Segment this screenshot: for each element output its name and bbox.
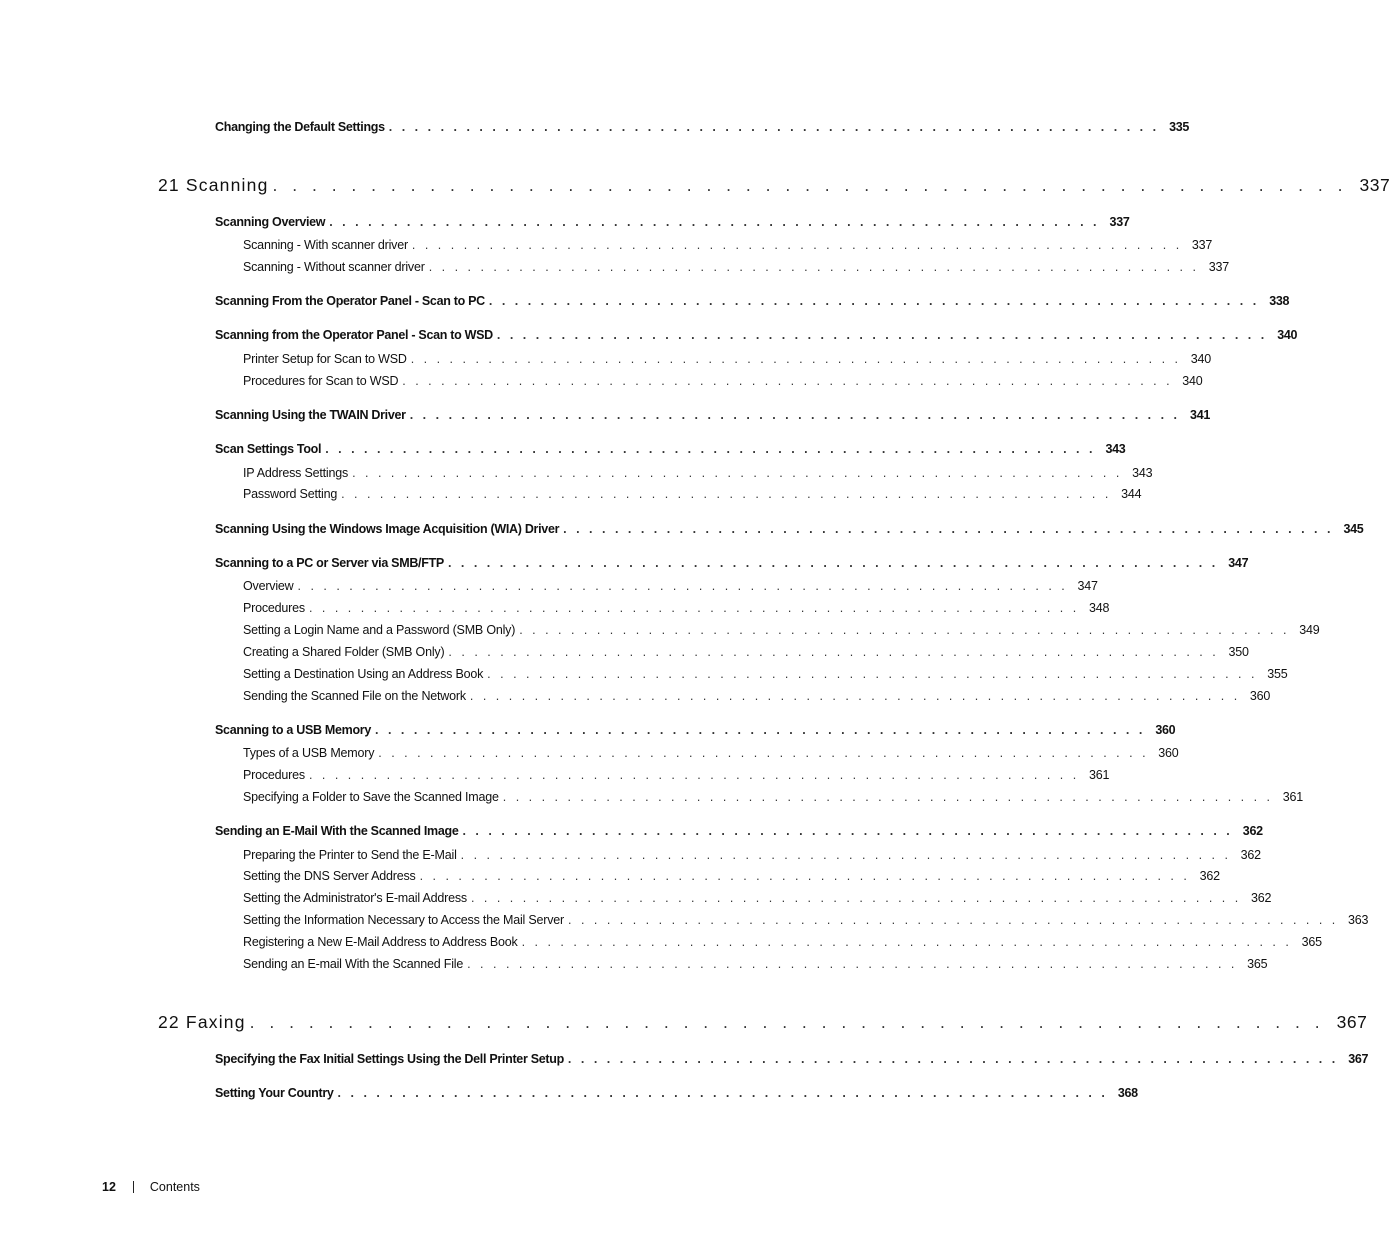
toc-entry-label: Scanning From the Operator Panel - Scan to PC [215, 294, 485, 308]
toc-subentry-label: Specifying a Folder to Save the Scanned Image [243, 790, 499, 804]
toc-subentry-label: Types of a USB Memory [243, 746, 375, 760]
dot-leader: . . . . . . . . . . . . . . . . . . . . . . . . . . . . . . . . . . . . . . . . . . . . . . . . . . . . . . . . . . . . [448, 645, 1219, 659]
toc-entry-label: Sending an E-Mail With the Scanned Image [215, 824, 459, 838]
toc-chapter[interactable] [158, 1012, 1368, 1033]
toc-entry[interactable] [215, 408, 1211, 422]
toc-subentry[interactable] [243, 579, 1098, 593]
toc-entry-page: 367 [1348, 1052, 1369, 1066]
dot-leader: . . . . . . . . . . . . . . . . . . . . . . . . . . . . . . . . . . . . . . . . . . . . . . . . . . . . . . . . . . . . [487, 667, 1258, 681]
toc-subentry[interactable] [243, 689, 1271, 703]
toc-subentry[interactable] [243, 487, 1142, 501]
toc-subentry-page: 360 [1158, 746, 1179, 760]
toc-subentry[interactable] [243, 891, 1272, 905]
toc-subentry-page: 361 [1282, 790, 1304, 804]
dot-leader: . . . . . . . . . . . . . . . . . . . . . . . . . . . . . . . . . . . . . . . . . . . . . . . . . . . . . . . . . . . . [469, 689, 1241, 703]
toc-subentry-label: Setting the DNS Server Address [243, 869, 416, 883]
toc-subentry-page: 362 [1199, 869, 1220, 883]
footer-section: Contents [149, 1180, 200, 1194]
toc-subentry[interactable] [243, 913, 1369, 927]
dot-leader: . . . . . . . . . . . . . . . . . . . . . . . . . . . . . . . . . . . . . . . . . . . . . . . . . . . . . . . . . . . . [521, 935, 1292, 949]
dot-leader: . . . . . . . . . . . . . . . . . . . . . . . . . . . . . . . . . . . . . . . . . . . . . . . . . . . . . . . . . . . . [402, 374, 1173, 388]
toc-subentry[interactable] [243, 238, 1213, 252]
dot-leader: . . . . . . . . . . . . . . . . . . . . . . . . . . . . . . . . . . . . . . . . . . . . . . . . . . . . . . . . . . . . [329, 215, 1100, 229]
toc-subentry-label: Setting the Information Necessary to Access the Mail Server [243, 913, 564, 927]
toc-entry[interactable] [215, 556, 1249, 570]
toc-subentry[interactable] [243, 746, 1179, 760]
dot-leader: . . . . . . . . . . . . . . . . . . . . . . . . . . . . . . . . . . . . . . . . . . . . . . . . . . . . . . . . . . . . [467, 957, 1238, 971]
toc-subentry-page: 347 [1077, 579, 1098, 593]
toc-subentry-label: Setting a Login Name and a Password (SMB Only) [243, 623, 516, 637]
toc-entry-label: Specifying the Fax Initial Settings Using the Dell Printer Setup [215, 1052, 564, 1066]
dot-leader: . . . . . . . . . . . . . . . . . . . . . . . . . . . . . . . . . . . . . . . . . . . . . . . . . . . . . . . . . . . . [325, 442, 1096, 456]
toc-entry[interactable] [215, 294, 1290, 308]
toc-subentry-page: 360 [1249, 689, 1271, 703]
toc-subentry-label: Setting the Administrator's E-mail Address [243, 891, 467, 905]
toc-subentry-page: 363 [1348, 913, 1369, 927]
toc-subentry-page: 340 [1182, 374, 1203, 388]
toc-subentry-label: Scanning - Without scanner driver [243, 260, 425, 274]
toc-entry-label: Scanning to a PC or Server via SMB/FTP [215, 556, 444, 570]
dot-leader: . . . . . . . . . . . . . . . . . . . . . . . . . . . . . . . . . . . . . . . . . . . . . . . . . . . . . . . . . . . . [496, 328, 1268, 342]
toc-subentry-label: Sending an E-mail With the Scanned File [243, 957, 464, 971]
toc-subentry-label: Setting a Destination Using an Address Book [243, 667, 484, 681]
toc-subentry-page: 340 [1190, 352, 1211, 366]
toc-entry-label: Scanning from the Operator Panel - Scan to WSD [215, 328, 493, 342]
toc-subentry-page: 349 [1299, 623, 1320, 637]
toc-subentry-page: 361 [1088, 768, 1110, 782]
toc-chapter-label: 22 Faxing [158, 1012, 246, 1032]
toc-subentry[interactable] [243, 667, 1288, 681]
toc-subentry[interactable] [243, 957, 1268, 971]
toc-entry-page: 360 [1155, 723, 1176, 737]
dot-leader: . . . . . . . . . . . . . . . . . . . . . . . . . . . . . . . . . . . . . . . . . . . . . . . . . . . . . . . . . . . . [308, 601, 1080, 615]
toc-subentry[interactable] [243, 768, 1110, 782]
dot-leader: . . . . . . . . . . . . . . . . . . . . . . . . . . . . . . . . . . . . . . . . . . . . . . . . . . . . . . . . . . . . [378, 746, 1149, 760]
toc-entry[interactable] [215, 215, 1130, 229]
toc-chapter-page: 337 [1359, 175, 1390, 195]
toc-subentry[interactable] [243, 352, 1211, 366]
dot-leader: . . . . . . . . . . . . . . . . . . . . . . . . . . . . . . . . . . . . . . . . . . . . . . . . . . . . . . . . . . . . [410, 352, 1181, 366]
toc-subentry-label: Registering a New E-Mail Address to Address Book [243, 935, 518, 949]
toc-entry-page: 340 [1277, 328, 1298, 342]
toc-subentry-label: IP Address Settings [243, 466, 349, 480]
dot-leader: . . . . . . . . . . . . . . . . . . . . . . . . . . . . . . . . . . . . . . . . . . . . . . . . . . . . . . . . . . . . [519, 623, 1290, 637]
toc-entry-label: Scanning Using the Windows Image Acquisition (WIA) Driver [215, 522, 560, 536]
toc-entry-page: 362 [1242, 824, 1263, 838]
footer-divider [133, 1181, 134, 1193]
toc-entry-page: 338 [1269, 294, 1290, 308]
toc-entry-label: Changing the Default Settings [215, 120, 385, 134]
toc-subentry-label: Password Setting [243, 487, 338, 501]
page-number: 12 [102, 1180, 116, 1194]
page-footer [102, 1180, 200, 1194]
toc-subentry-label: Scanning - With scanner driver [243, 238, 408, 252]
dot-leader: . . . . . . . . . . . . . . . . . . . . . . . . . . . . . . . . . . . . . . . . . . . . . . . . . . . . . . . . . . . . [409, 408, 1181, 422]
dot-leader: . . . . . . . . . . . . . . . . . . . . . . . . . . . . . . . . . . . . . . . . . . . . . . . . . . . . . . . . . . . . [428, 260, 1199, 274]
dot-leader: . . . . . . . . . . . . . . . . . . . . . . . . . . . . . . . . . . . . . . . . . . . . . . . . . . . . . . . . . . . . [447, 556, 1219, 570]
dot-leader: . . . . . . . . . . . . . . . . . . . . . . . . . . . . . . . . . . . . . . . . . . . . . . . . . . . . . . . . . . . . [411, 238, 1183, 252]
toc-subentry[interactable] [243, 869, 1220, 883]
toc-entry-page: 345 [1343, 522, 1364, 536]
dot-leader: . . . . . . . . . . . . . . . . . . . . . . . . . . . . . . . . . . . . . . . . . . . . . . . . . . . . . . . . . . . . [563, 522, 1334, 536]
toc-entry[interactable] [215, 522, 1364, 536]
toc-entry[interactable] [215, 120, 1190, 134]
toc-entry-label: Scanning Overview [215, 215, 326, 229]
toc-chapter-page: 367 [1336, 1012, 1368, 1032]
toc-entry-page: 347 [1228, 556, 1249, 570]
dot-leader: . . . . . . . . . . . . . . . . . . . . . . . . . . . . . . . . . . . . . . . . . . . . . . . . . . . . . . . . . . . . [375, 723, 1146, 737]
dot-leader: . . . . . . . . . . . . . . . . . . . . . . . . . . . . . . . . . . . . . . . . . . . . . . . . . . . . . . . . . . . . [419, 869, 1190, 883]
dot-leader: . . . . . . . . . . . . . . . . . . . . . . . . . . . . . . . . . . . . . . . . . . . . . . . . . . . . . . . . . . . . [341, 487, 1112, 501]
toc-subentry-label: Sending the Scanned File on the Network [243, 689, 466, 703]
toc-entry[interactable] [215, 824, 1263, 838]
dot-leader: . . . . . . . . . . . . . . . . . . . . . . . . . . . . . . . . . . . . . . . . . . . . . . . . . . . . . . . . . . . . [297, 579, 1068, 593]
toc-entry-page: 335 [1169, 120, 1190, 134]
toc-subentry-label: Printer Setup for Scan to WSD [243, 352, 407, 366]
toc-subentry-label: Procedures [243, 601, 305, 615]
dot-leader: . . . . . . . . . . . . . . . . . . . . . . . . . . . . . . . . . . . . . . . . . . . . . . . . . . . . . . . . . . . . [567, 1052, 1339, 1066]
dot-leader: . . . . . . . . . . . . . . . . . . . . . . . . . . . . . . . . . . . . . . . . . . . . . . . . . . . . . . . . . . . . [568, 913, 1339, 927]
toc-subentry-page: 365 [1301, 935, 1322, 949]
dot-leader: . . . . . . . . . . . . . . . . . . . . . . . . . . . . . . . . . . . . . . . . . . . . . . . . . . . . . . . . . . . . [352, 466, 1123, 480]
toc-subentry-page: 343 [1132, 466, 1153, 480]
toc-subentry-page: 362 [1240, 848, 1261, 862]
toc-subentry-page: 344 [1121, 487, 1142, 501]
toc-subentry[interactable] [243, 601, 1110, 615]
dot-leader: . . . . . . . . . . . . . . . . . . . . . . . . . . . . . . . . . . . . . . . . . . . . . . . . . . . . . . . [249, 1012, 1325, 1032]
dot-leader: . . . . . . . . . . . . . . . . . . . . . . . . . . . . . . . . . . . . . . . . . . . . . . . . . . . . . . . . . . . . [488, 294, 1260, 308]
toc-entry[interactable] [215, 328, 1298, 342]
dot-leader: . . . . . . . . . . . . . . . . . . . . . . . . . . . . . . . . . . . . . . . . . . . . . . . . . . . . . . . . . . . . [388, 120, 1160, 134]
toc-subentry-label: Creating a Shared Folder (SMB Only) [243, 645, 445, 659]
toc-subentry-page: 362 [1250, 891, 1272, 905]
toc-subentry[interactable] [243, 374, 1203, 388]
toc-entry[interactable] [215, 442, 1126, 456]
toc-subentry[interactable] [243, 623, 1320, 637]
toc-entry-page: 337 [1109, 215, 1130, 229]
toc-subentry-label: Procedures for Scan to WSD [243, 374, 399, 388]
toc-entry-label: Scanning Using the TWAIN Driver [215, 408, 406, 422]
dot-leader: . . . . . . . . . . . . . . . . . . . . . . . . . . . . . . . . . . . . . . . . . . . . . . . . . . . . . . . . . . . . [470, 891, 1242, 905]
toc-entry-label: Scanning to a USB Memory [215, 723, 372, 737]
toc-entry-page: 341 [1190, 408, 1211, 422]
toc-entry-label: Setting Your Country [215, 1086, 334, 1100]
toc-subentry-label: Preparing the Printer to Send the E-Mail [243, 848, 457, 862]
toc-subentry-page: 365 [1247, 957, 1268, 971]
toc-entry-page: 368 [1117, 1086, 1138, 1100]
toc-entry[interactable] [215, 1086, 1138, 1100]
dot-leader: . . . . . . . . . . . . . . . . . . . . . . . . . . . . . . . . . . . . . . . . . . . . . . . . . . . . . . . . . . . . [460, 848, 1231, 862]
toc-subentry-page: 350 [1228, 645, 1249, 659]
toc-subentry[interactable] [243, 466, 1153, 480]
dot-leader: . . . . . . . . . . . . . . . . . . . . . . . . . . . . . . . . . . . . . . . . . . . . . . . . . . . . . . . . . . . . [502, 790, 1274, 804]
toc-subentry[interactable] [243, 260, 1229, 274]
toc-subentry-label: Overview [243, 579, 294, 593]
toc-entry[interactable] [215, 723, 1176, 737]
toc-entry-label: Scan Settings Tool [215, 442, 322, 456]
dot-leader: . . . . . . . . . . . . . . . . . . . . . . . . . . . . . . . . . . . . . . . . . . . . . . . . . . . . . . . . . . . . [337, 1086, 1108, 1100]
toc-subentry-label: Procedures [243, 768, 305, 782]
toc-entry-page: 343 [1105, 442, 1126, 456]
toc-subentry-page: 348 [1088, 601, 1110, 615]
toc-subentry[interactable] [243, 848, 1261, 862]
toc-chapter[interactable] [158, 175, 1390, 196]
toc-subentry-page: 337 [1191, 238, 1213, 252]
toc-entry[interactable] [215, 1052, 1369, 1066]
dot-leader: . . . . . . . . . . . . . . . . . . . . . . . . . . . . . . . . . . . . . . . . . . . . . . . . . . . . . . . [272, 175, 1348, 195]
dot-leader: . . . . . . . . . . . . . . . . . . . . . . . . . . . . . . . . . . . . . . . . . . . . . . . . . . . . . . . . . . . . [462, 824, 1233, 838]
toc-subentry[interactable] [243, 935, 1322, 949]
toc-subentry[interactable] [243, 790, 1304, 804]
toc-chapter-label: 21 Scanning [158, 175, 269, 195]
toc-subentry-page: 337 [1208, 260, 1229, 274]
toc-subentry-page: 355 [1267, 667, 1288, 681]
toc-subentry[interactable] [243, 645, 1249, 659]
dot-leader: . . . . . . . . . . . . . . . . . . . . . . . . . . . . . . . . . . . . . . . . . . . . . . . . . . . . . . . . . . . . [308, 768, 1080, 782]
